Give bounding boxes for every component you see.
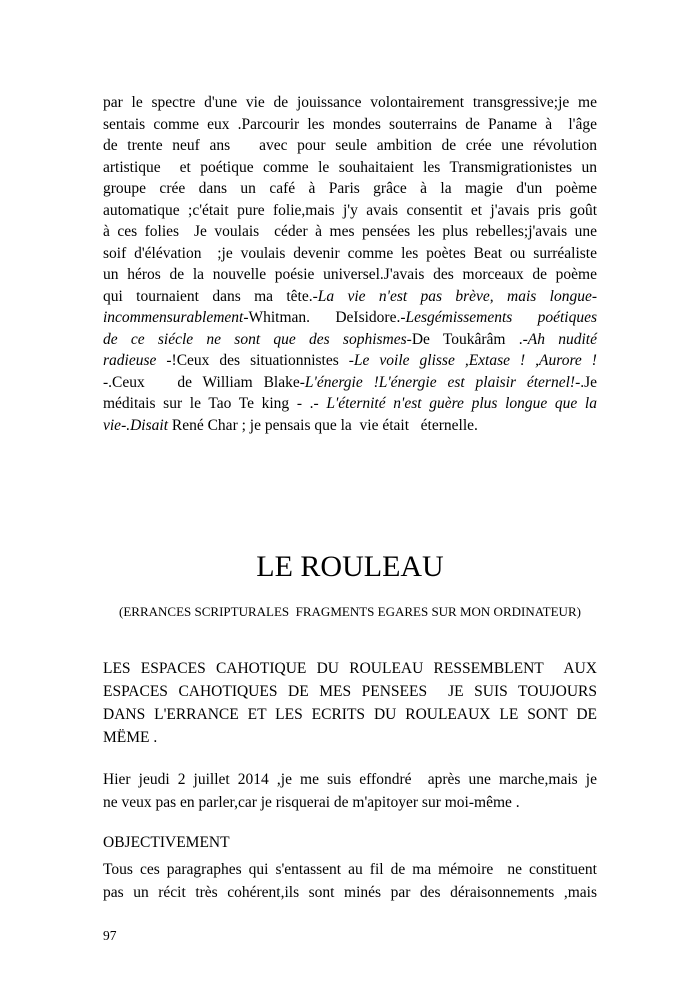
text-line xyxy=(103,307,597,329)
text-line xyxy=(103,114,597,136)
text-line xyxy=(103,221,597,243)
chapter-title: LE ROULEAU xyxy=(256,550,444,583)
text-line xyxy=(103,372,597,394)
text-segment-italic: L'énergie !L'énergie est plaisir éternel! xyxy=(304,373,576,391)
paragraph-hier-jeudi xyxy=(103,768,597,814)
text-line xyxy=(103,329,597,351)
paragraph-objectivement xyxy=(103,858,597,904)
text-line xyxy=(103,415,597,437)
text-segment: -.Je xyxy=(575,373,598,391)
text-segment: Tous ces paragraphes qui s'entassent au fil de ma mémoire ne constituent xyxy=(103,861,597,878)
text-line xyxy=(103,178,597,200)
text-line xyxy=(103,243,597,265)
text-line xyxy=(103,657,597,680)
text-line xyxy=(103,157,597,179)
text-line xyxy=(103,393,597,415)
text-segment: -.Ceux de William Blake- xyxy=(103,373,305,391)
text-segment: pas un récit très cohérent,ils sont minés par des déraisonnements ,mais xyxy=(103,884,597,901)
text-segment: ne veux pas en parler,car je risquerai de m'apitoyer sur moi-même . xyxy=(103,794,520,811)
text-line xyxy=(103,264,597,286)
text-segment: par le spectre d'une vie de jouissance volontairement transgressive;je me xyxy=(103,94,597,111)
text-segment-italic: vie-.Disait xyxy=(103,416,168,434)
text-line xyxy=(103,881,597,904)
text-segment: groupe crée dans un café à Paris grâce à la magie d'un poème xyxy=(103,180,597,197)
text-segment: ESPACES CAHOTIQUES DE MES PENSEES JE SUIS TOUJOURS xyxy=(103,683,597,700)
text-line xyxy=(103,726,597,749)
section-heading: OBJECTIVEMENT xyxy=(103,834,230,851)
paragraph-espaces xyxy=(103,657,597,749)
text-segment: DANS L'ERRANCE ET LES ECRITS DU ROULEAUX LE SONT DE xyxy=(103,706,597,723)
text-line xyxy=(103,680,597,703)
text-segment: Whitman. DeIsidore.- xyxy=(248,309,406,326)
chapter-subtitle: (ERRANCES SCRIPTURALES FRAGMENTS EGARES SUR MON ORDINATEUR) xyxy=(119,604,581,619)
paragraph-intro xyxy=(103,92,597,436)
text-segment: artistique et poétique comme le souhaitaient les Transmigrationistes un xyxy=(103,158,597,176)
text-segment-italic: Ah nudité xyxy=(527,330,597,348)
text-segment: un héros de la nouvelle poésie universel.J'avais des morceaux de poème xyxy=(103,266,597,283)
text-segment: René Char ; je pensais que la vie était éternelle. xyxy=(168,416,478,434)
text-segment: -De Toukârâm .- xyxy=(406,330,528,348)
text-segment-italic: radieuse xyxy=(103,352,167,369)
page-number: 97 xyxy=(103,928,117,943)
text-line xyxy=(103,858,597,881)
text-segment: méditais sur le Tao Te king - .- xyxy=(103,395,327,412)
text-segment: Hier jeudi 2 juillet 2014 ,je me suis effondré après une marche,mais je xyxy=(103,771,597,788)
text-segment: MËME . xyxy=(103,729,158,746)
text-line xyxy=(103,135,597,157)
text-segment-italic: Lesgémissements poétiques xyxy=(405,309,597,326)
text-line xyxy=(103,200,597,222)
text-segment: automatique ;c'était pure folie,mais j'y avais consentit et j'avais pris goût xyxy=(103,201,597,219)
text-segment: qui tournaient dans ma tête.- xyxy=(103,287,318,305)
text-line xyxy=(103,768,597,791)
text-line xyxy=(103,286,597,308)
text-line xyxy=(103,703,597,726)
text-line xyxy=(103,92,597,114)
text-segment: soif d'élévation ;je voulais devenir comme les poètes Beat ou surréaliste xyxy=(103,244,597,262)
text-segment: LES ESPACES CAHOTIQUE DU ROULEAU RESSEMBLENT AUX xyxy=(103,660,597,677)
text-line xyxy=(103,791,597,814)
text-segment: de trente neuf ans avec pour seule ambition de crée une révolution xyxy=(103,137,597,154)
text-segment: à ces folies Je voulais céder à mes pensées les plus rebelles;j'avais une xyxy=(103,223,597,240)
text-segment: sentais comme eux .Parcourir les mondes souterrains de Paname à l'âge xyxy=(103,115,597,133)
text-segment-italic: de ce siécle ne sont que des sophismes xyxy=(103,330,407,348)
text-segment-italic: Le voile glisse ,Extase ! ,Aurore ! xyxy=(353,352,597,369)
text-segment-italic: L'éternité n'est guère plus longue que la xyxy=(326,395,597,412)
text-segment: -!Ceux des situationnistes - xyxy=(166,352,354,369)
text-line xyxy=(103,350,597,372)
text-segment-italic: La vie n'est pas brève, mais longue- xyxy=(317,287,597,305)
text-segment-italic: incommensurablement- xyxy=(103,309,249,326)
